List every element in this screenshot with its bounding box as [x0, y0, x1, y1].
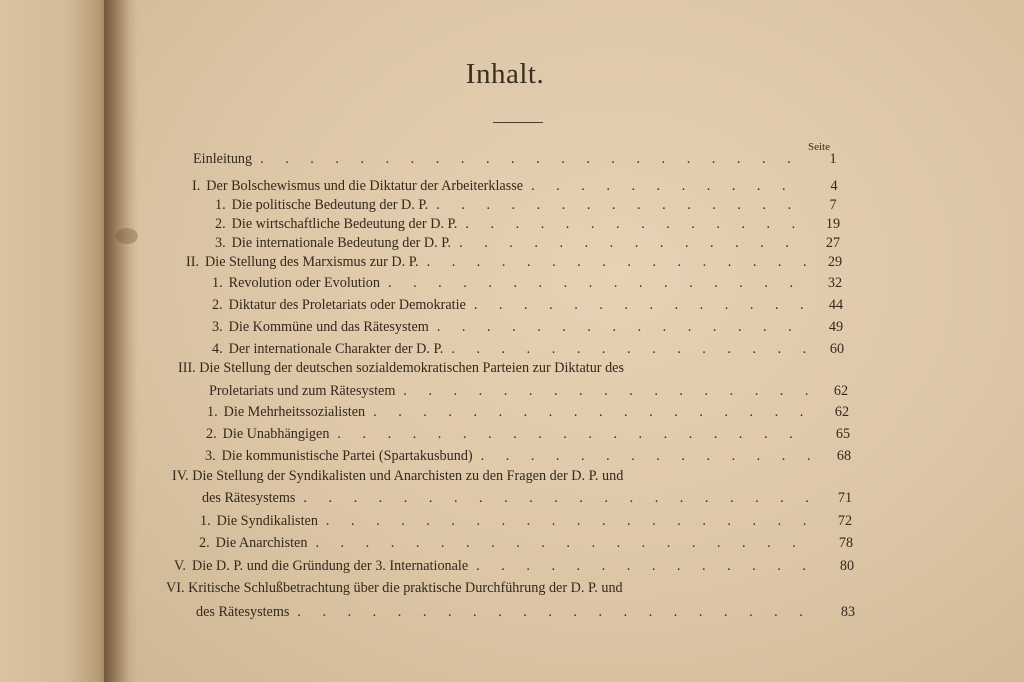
- toc-entry: [205, 448, 864, 468]
- toc-entry-title: Die Stellung des Marxismus zur D. P.: [205, 254, 419, 270]
- paper-stain: [116, 228, 138, 244]
- toc-entry-first-line: [172, 468, 623, 485]
- toc-entry-number: II.: [186, 254, 199, 270]
- toc-entry-page: 72: [837, 513, 853, 529]
- toc-entry-page: 68: [836, 448, 852, 464]
- toc-entry: [215, 197, 853, 217]
- toc-entry-title: Die Stellung der Syndikalisten und Anarchisten zu den Fragen der D. P. und: [192, 468, 624, 484]
- toc-entry-number: 4.: [212, 341, 223, 357]
- toc-entry-title: Die Mehrheitssozialisten: [223, 404, 366, 420]
- toc-entry-title: Die Stellung der deutschen sozialdemokratischen Parteien zur Diktatur des: [199, 360, 624, 376]
- toc-entry: [212, 275, 855, 295]
- book-gutter: [104, 0, 138, 682]
- toc-entry: [212, 319, 856, 339]
- toc-entry-title: Diktatur des Proletariats oder Demokratie: [228, 297, 466, 313]
- dot-leader: [260, 151, 805, 168]
- toc-entry: [209, 383, 861, 403]
- dot-leader: [481, 448, 816, 465]
- toc-entry-title: Der internationale Charakter der D. P.: [228, 341, 444, 357]
- page-title: Inhalt.: [465, 58, 545, 90]
- toc-entry: [174, 558, 867, 578]
- toc-entry: [215, 216, 853, 236]
- dot-leader: [451, 341, 809, 358]
- dot-leader: [403, 383, 813, 400]
- toc-entry: [199, 535, 866, 555]
- toc-entry-page: 1: [829, 151, 837, 167]
- dot-leader: [315, 535, 818, 552]
- toc-entry-page: 29: [827, 254, 843, 270]
- toc-entry-number: 2.: [212, 297, 223, 313]
- dot-leader: [337, 426, 815, 443]
- dot-leader: [427, 254, 807, 271]
- dot-leader: [388, 275, 807, 292]
- toc-entry-page: 83: [840, 604, 856, 620]
- toc-entry: [215, 235, 853, 255]
- page-column-header: Seite: [808, 141, 830, 153]
- toc-entry-page: 19: [825, 216, 841, 232]
- toc-entry-title: Die D. P. und die Gründung der 3. Internationale: [191, 558, 469, 574]
- dot-leader: [437, 319, 808, 336]
- toc-entry-number: V.: [174, 558, 186, 574]
- toc-entry-number: IV.: [172, 468, 189, 484]
- dot-leader: [297, 604, 820, 621]
- toc-entry-title: Die Kommüne und das Rätesystem: [228, 319, 429, 335]
- toc-entry-number: 1.: [215, 197, 226, 213]
- toc-entry-number: 1.: [212, 275, 223, 291]
- toc-entry-number: I.: [192, 178, 201, 194]
- toc-entry-page: 44: [828, 297, 844, 313]
- toc-entry-number: 1.: [207, 404, 218, 420]
- toc-entry-first-line: [178, 360, 624, 377]
- toc-entry-number: 3.: [212, 319, 223, 335]
- toc-entry-title: Die Unabhängigen: [222, 426, 330, 442]
- toc-entry-number: 2.: [215, 216, 226, 232]
- toc-entry-page: 32: [827, 275, 843, 291]
- toc-entry-title: Kritische Schlußbetrachtung über die praktische Durchführung der D. P. und: [188, 580, 623, 596]
- toc-entry-title: Der Bolschewismus und die Diktatur der Arbeiterklasse: [206, 178, 524, 194]
- toc-entry-page: 71: [837, 490, 853, 506]
- dot-leader: [459, 235, 805, 252]
- toc-entry-page: 7: [829, 197, 837, 213]
- toc-entry: [202, 490, 865, 510]
- dot-leader: [474, 297, 808, 314]
- toc-entry: [200, 513, 865, 533]
- toc-entry-title: Die kommunistische Partei (Spartakusbund): [221, 448, 473, 464]
- toc-entry-page: 49: [828, 319, 844, 335]
- toc-entry-title: Die Anarchisten: [215, 535, 308, 551]
- toc-entry-title: Einleitung: [193, 151, 253, 167]
- toc-entry-page: 62: [833, 383, 849, 399]
- dot-leader: [373, 404, 814, 421]
- toc-entry: [186, 254, 855, 274]
- toc-entry: [212, 341, 857, 361]
- toc-entry-first-line: [166, 580, 623, 597]
- toc-entry-page: 78: [838, 535, 854, 551]
- toc-entry: [193, 151, 853, 171]
- toc-entry-page: 80: [839, 558, 855, 574]
- toc-entry-title: Die internationale Bedeutung der D. P.: [231, 235, 452, 251]
- dot-leader: [531, 178, 806, 195]
- toc-entry-page: 60: [829, 341, 845, 357]
- dot-leader: [465, 216, 805, 233]
- toc-entry-title: Revolution oder Evolution: [228, 275, 380, 291]
- toc-entry-number: 2.: [199, 535, 210, 551]
- toc-entry-title: Die Syndikalisten: [216, 513, 318, 529]
- toc-entry-title-continued: des Rätesystems: [202, 490, 296, 506]
- toc-entry-number: 3.: [205, 448, 216, 464]
- left-page: [0, 0, 112, 682]
- dot-leader: [476, 558, 819, 575]
- toc-entry-number: 2.: [206, 426, 217, 442]
- dot-leader: [303, 490, 817, 507]
- title-rule: [493, 122, 543, 123]
- toc-entry-page: 65: [835, 426, 851, 442]
- toc-entry-number: 3.: [215, 235, 226, 251]
- toc-entry-title: Die wirtschaftliche Bedeutung der D. P.: [231, 216, 458, 232]
- toc-entry: [206, 426, 863, 446]
- dot-leader: [326, 513, 817, 530]
- toc-entry: [192, 178, 854, 198]
- dot-leader: [436, 197, 805, 214]
- toc-entry-title-continued: Proletariats und zum Rätesystem: [209, 383, 396, 399]
- toc-entry-title: Die politische Bedeutung der D. P.: [231, 197, 429, 213]
- toc-entry-page: 27: [825, 235, 841, 251]
- toc-entry-number: VI.: [166, 580, 185, 596]
- toc-entry: [196, 604, 868, 624]
- toc-entry-title-continued: des Rätesystems: [196, 604, 290, 620]
- toc-entry-page: 4: [830, 178, 838, 194]
- toc-entry-number: III.: [178, 360, 196, 376]
- toc-entry: [207, 404, 862, 424]
- toc-entry: [212, 297, 856, 317]
- toc-entry-number: 1.: [200, 513, 211, 529]
- toc-entry-page: 62: [834, 404, 850, 420]
